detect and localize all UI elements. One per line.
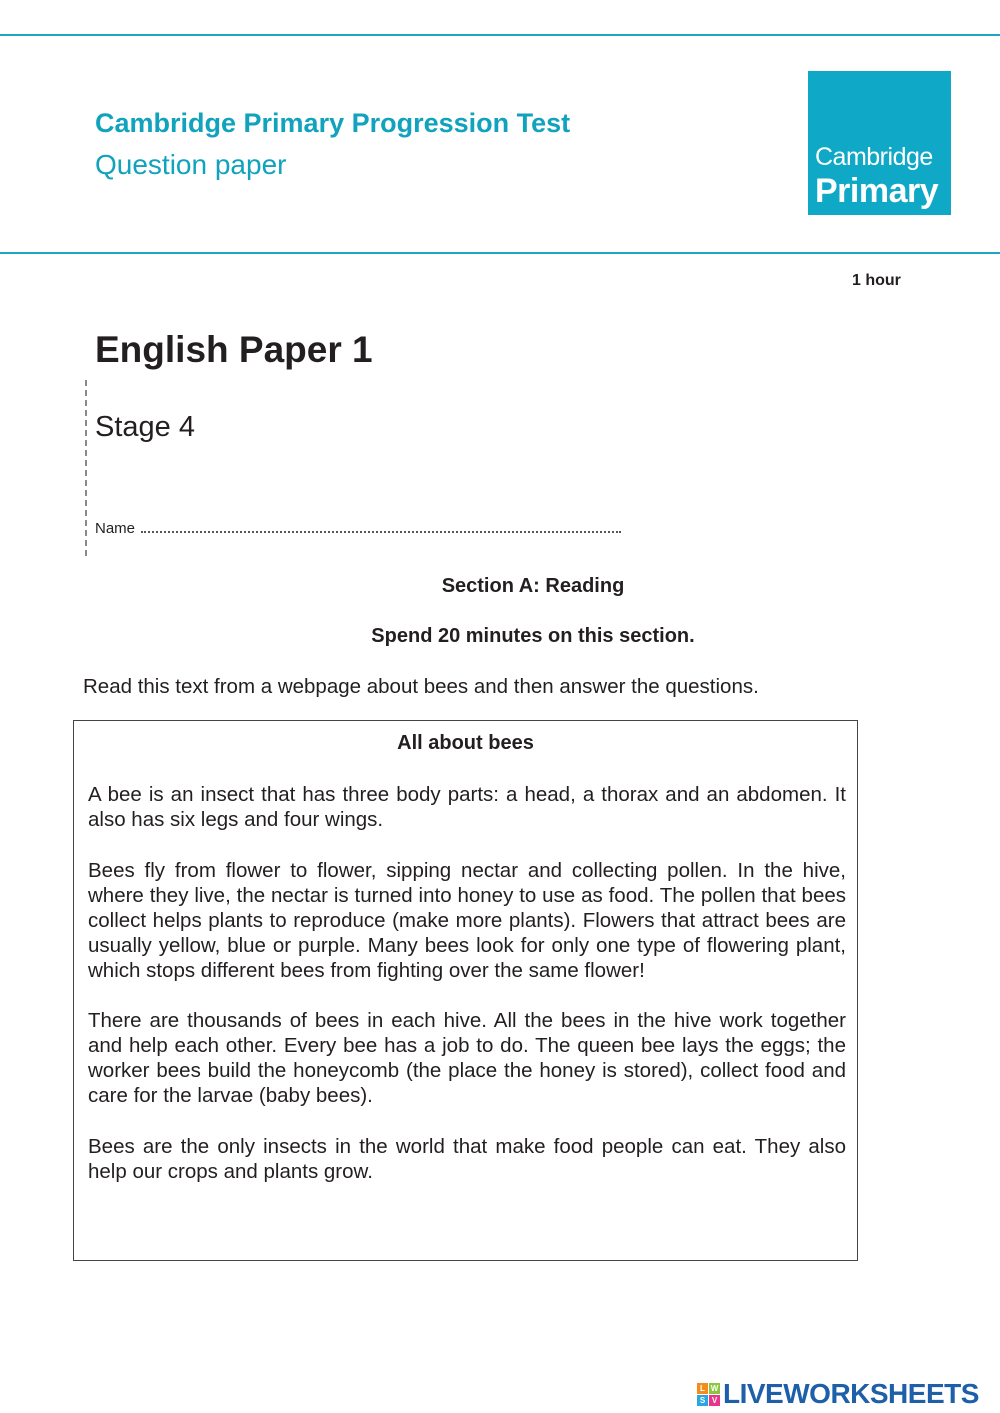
paper-type: Question paper bbox=[95, 149, 287, 180]
duration-label: 1 hour bbox=[852, 272, 901, 289]
passage-title: All about bees bbox=[397, 732, 534, 754]
logo-text-primary: Primary bbox=[815, 172, 939, 210]
reading-passage-box bbox=[73, 720, 858, 1261]
header-divider bbox=[0, 252, 1000, 254]
passage-paragraph: A bee is an insect that has three body parts: a head, a thorax and an abdomen. It also has six legs and four wings. bbox=[88, 783, 846, 831]
watermark-text: LIVEWORKSHEETS bbox=[723, 1378, 979, 1409]
reading-instruction: Read this text from a webpage about bees and then answer the questions. bbox=[83, 675, 759, 698]
section-time-instruction: Spend 20 minutes on this section. bbox=[371, 625, 695, 647]
name-row bbox=[95, 519, 621, 537]
paper-title: English Paper 1 bbox=[95, 329, 373, 370]
stage-label: Stage 4 bbox=[95, 411, 195, 443]
cambridge-primary-logo bbox=[808, 71, 951, 215]
cut-line bbox=[85, 380, 87, 556]
name-label: Name bbox=[95, 520, 136, 537]
passage-paragraph: There are thousands of bees in each hive. All the bees in the hive work together and help each other. Every bee has a job to do. The queen bee lays the eggs; the worker bees build the honeycomb (the place the honey is stored), collect food and care for the larvae (baby bees). bbox=[88, 1009, 846, 1107]
passage-paragraph: Bees are the only insects in the world that make food people can eat. They also help our crops and plants grow. bbox=[88, 1135, 846, 1183]
section-title: Section A: Reading bbox=[441, 575, 625, 597]
name-field[interactable] bbox=[141, 519, 621, 533]
passage-paragraph: Bees fly from flower to flower, sipping nectar and collecting pollen. In the hive, where they live, the nectar is turned into honey to use as food. The pollen that bees collect helps plants to reproduce (make more plants). Flowers that attract bees are usually yellow, blue or purple. Many bees look for only one type of flowering plant, which stops different bees from fighting over the same flower! bbox=[88, 859, 846, 982]
liveworksheets-icon: L W S V bbox=[697, 1383, 720, 1406]
logo-text-cambridge: Cambridge bbox=[815, 143, 933, 171]
liveworksheets-watermark bbox=[697, 1377, 979, 1411]
top-divider bbox=[0, 34, 1000, 36]
test-title: Cambridge Primary Progression Test bbox=[95, 108, 571, 138]
